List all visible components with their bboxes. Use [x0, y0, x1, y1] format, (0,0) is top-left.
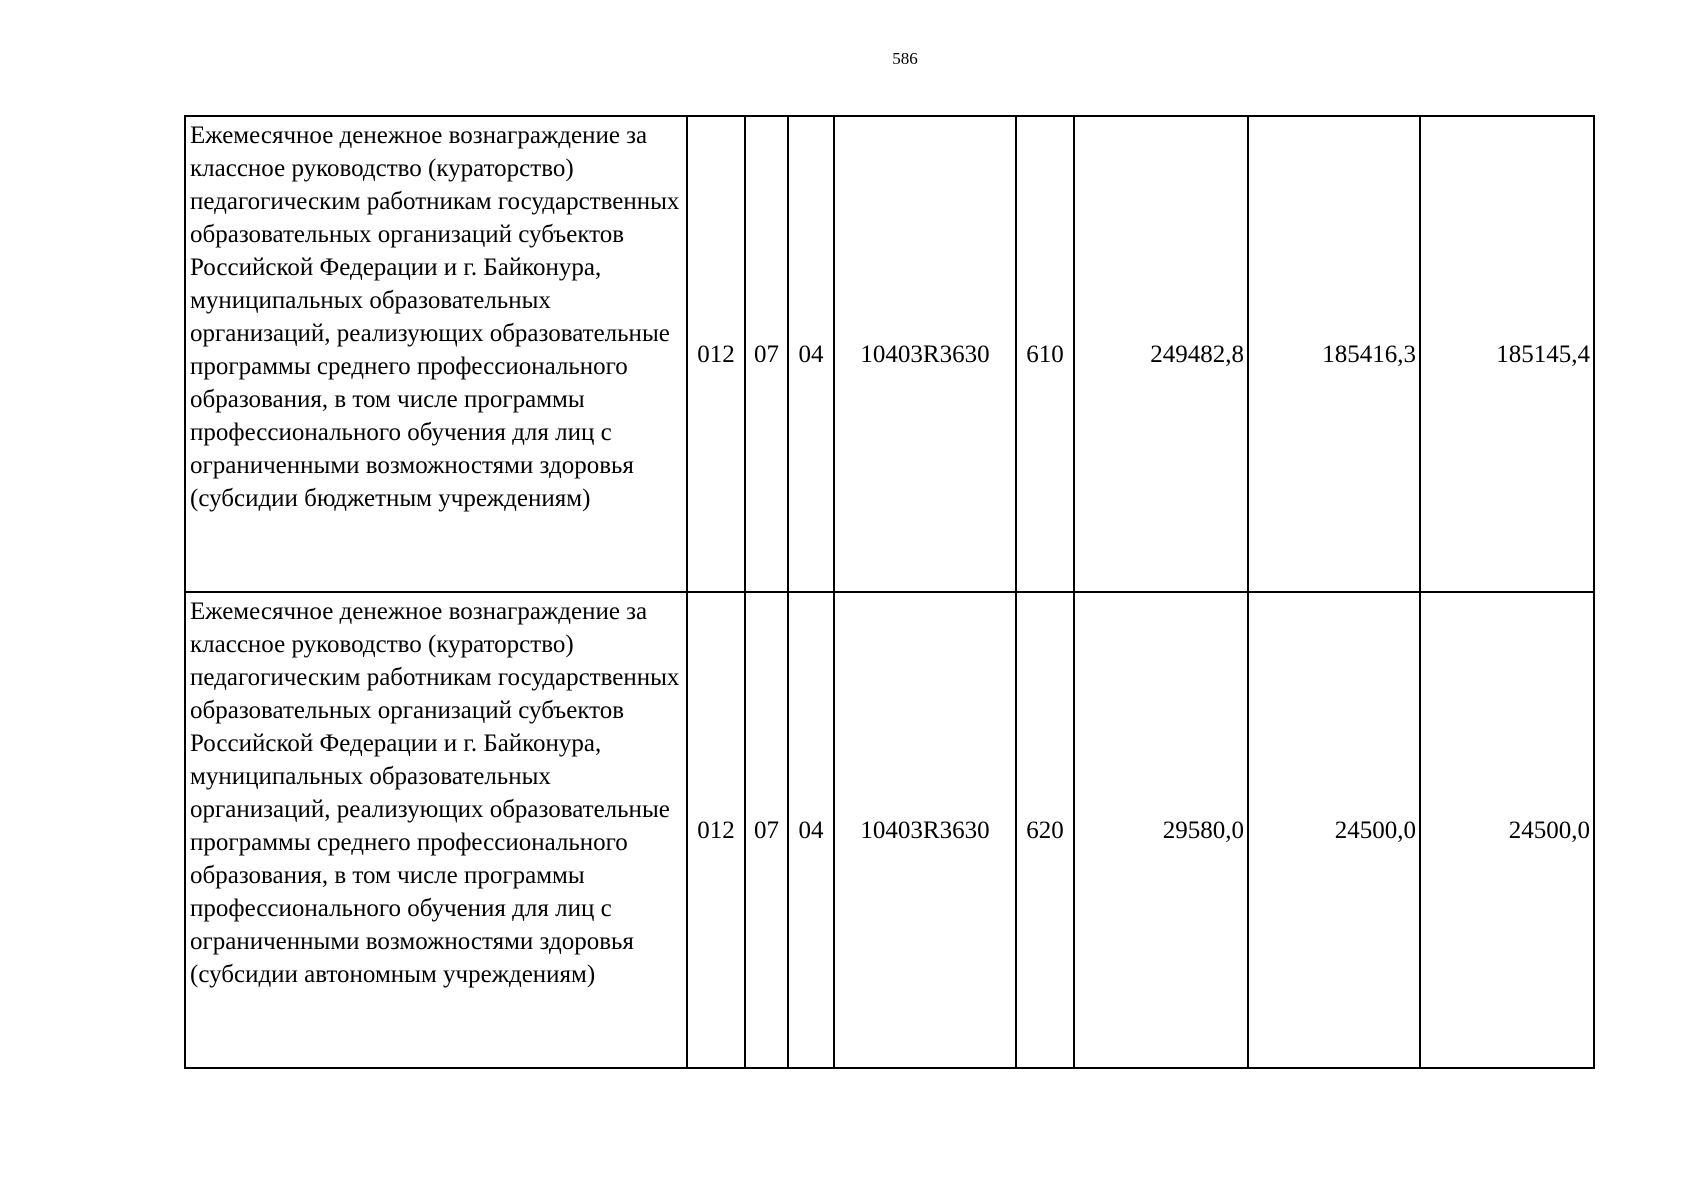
expense-type-code: 620	[1016, 592, 1074, 1068]
target-article-code: 10403R3630	[834, 116, 1016, 592]
row-description: Ежемесячное денежное вознаграждение за классное руководство (кураторство) педагогическим работникам государственных образовательных организаций субъектов Российской Федерации и г. Байконура, муниципальных образовательных организаций, реализующих образовательные программы среднего профессионального образования, в том числе программы профессионального обучения для лиц с ограниченными возможностями здоровья (субсидии автономным учреждениям)	[185, 592, 687, 1068]
ministry-code: 012	[687, 592, 745, 1068]
subsection-code: 04	[788, 116, 834, 592]
ministry-code: 012	[687, 116, 745, 592]
amount-year-1: 249482,8	[1074, 116, 1248, 592]
target-article-code: 10403R3630	[834, 592, 1016, 1068]
amount-year-2: 24500,0	[1248, 592, 1420, 1068]
table-row	[185, 116, 1594, 592]
amount-year-3: 185145,4	[1420, 116, 1594, 592]
row-description: Ежемесячное денежное вознаграждение за классное руководство (кураторство) педагогическим работникам государственных образовательных организаций субъектов Российской Федерации и г. Байконура, муниципальных образовательных организаций, реализующих образовательные программы среднего профессионального образования, в том числе программы профессионального обучения для лиц с ограниченными возможностями здоровья (субсидии бюджетным учреждениям)	[185, 116, 687, 592]
table-row	[185, 592, 1594, 1068]
subsection-code: 04	[788, 592, 834, 1068]
section-code: 07	[745, 116, 788, 592]
section-code: 07	[745, 592, 788, 1068]
amount-year-1: 29580,0	[1074, 592, 1248, 1068]
budget-table	[184, 115, 1595, 1069]
page-number: 586	[892, 49, 918, 68]
amount-year-3: 24500,0	[1420, 592, 1594, 1068]
amount-year-2: 185416,3	[1248, 116, 1420, 592]
expense-type-code: 610	[1016, 116, 1074, 592]
